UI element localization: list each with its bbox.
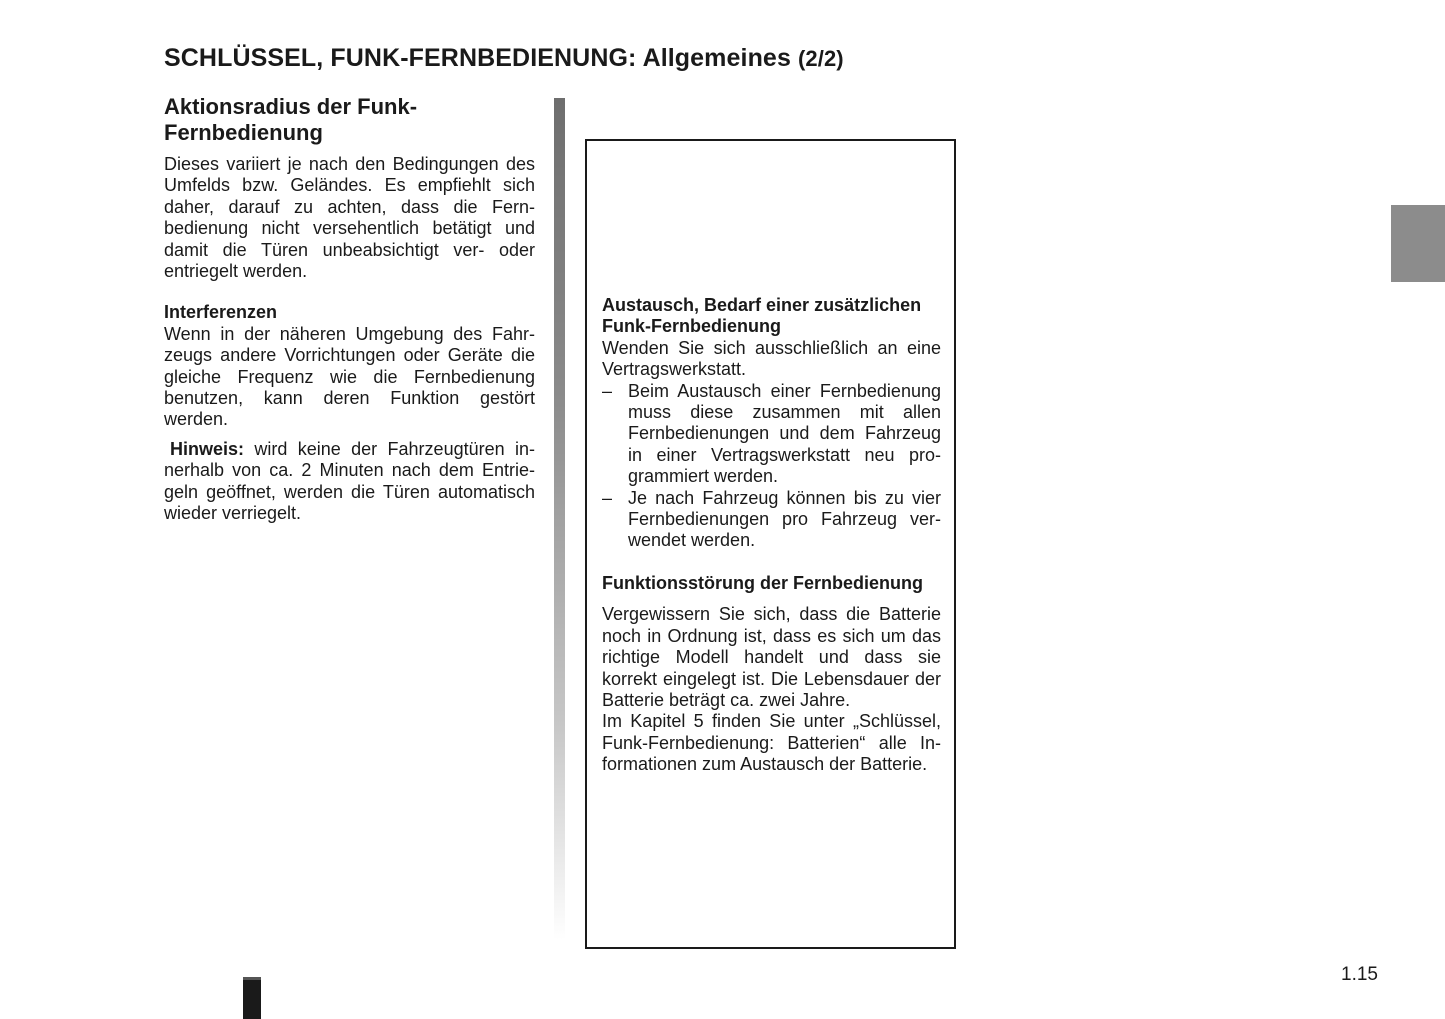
replacement-bullet-list <box>602 381 941 552</box>
interference-heading: Interferenzen <box>164 302 278 323</box>
chapter-side-tab <box>1391 205 1445 282</box>
note-text: wird keine der Fahrzeugtüren innerhalb von ca. 2 Minuten nach dem Entriegeln geöffnet, werden die Türen automatisch wieder verriegelt. <box>164 438 535 524</box>
malfunction-heading: Funktionsstörung der Fernbedienung <box>602 572 923 593</box>
malfunction-paragraph: Vergewissern Sie sich, dass die Batterie noch in Ordnung ist, dass es sich um das richtige Modell handelt und dass sie korrekt eingelegt ist. Die Lebensdauer der Batterie beträgt ca. zwei Jahre. <box>602 604 941 710</box>
page-title <box>164 44 844 73</box>
page-number: 1.15 <box>1341 964 1378 985</box>
info-box <box>585 139 956 949</box>
left-column <box>164 94 535 525</box>
interference-paragraph: Wenn in der näheren Umgebung des Fahrzeugs andere Vorrichtungen oder Geräte die gleiche Frequenz wie die Fernbedienung benutzen, kann deren Funktion gestört werden. <box>164 323 535 430</box>
column-divider-bar <box>554 98 565 940</box>
note-label: Hinweis: <box>170 438 245 459</box>
replacement-heading: Austausch, Bedarf einer zusätzlichen Funk-Fernbedienung <box>602 295 922 337</box>
bullet-dash: – <box>602 380 613 401</box>
crop-mark <box>243 977 261 1019</box>
range-heading: Aktionsradius der Funk-Fernbedienung <box>164 94 418 145</box>
page-title-text: SCHLÜSSEL, FUNK-FERNBEDIENUNG: Allgemeines <box>164 44 791 72</box>
replacement-intro: Wenden Sie sich ausschließlich an eine Vertragswerkstatt. <box>602 337 941 380</box>
bullet-text: Je nach Fahrzeug können bis zu vier Fernbedienungen pro Fahrzeug verwendet werden. <box>628 487 941 551</box>
list-item <box>602 488 941 552</box>
chapter-reference-paragraph: Im Kapitel 5 finden Sie unter „Schlüssel, Funk-Fernbedienung: Batterien“ alle Informationen zum Austausch der Batterie. <box>602 711 941 775</box>
note-paragraph <box>164 439 535 525</box>
bullet-dash: – <box>602 487 613 508</box>
range-paragraph: Dieses variiert je nach den Bedingungen des Umfelds bzw. Geländes. Es empfiehlt sich daher, darauf zu achten, dass die Fernbedienung nicht versehentlich betätigt und damit die Türen unbeabsichtigt ver- oder entriegelt werden. <box>164 154 535 282</box>
info-box-content <box>602 295 941 776</box>
list-item <box>602 381 941 488</box>
page-title-suffix: (2/2) <box>798 46 844 71</box>
bullet-text: Beim Austausch einer Fernbedienung muss diese zusammen mit allen Fernbedienungen und dem Fahrzeug in einer Vertragswerkstatt neu programmiert werden. <box>628 380 941 487</box>
